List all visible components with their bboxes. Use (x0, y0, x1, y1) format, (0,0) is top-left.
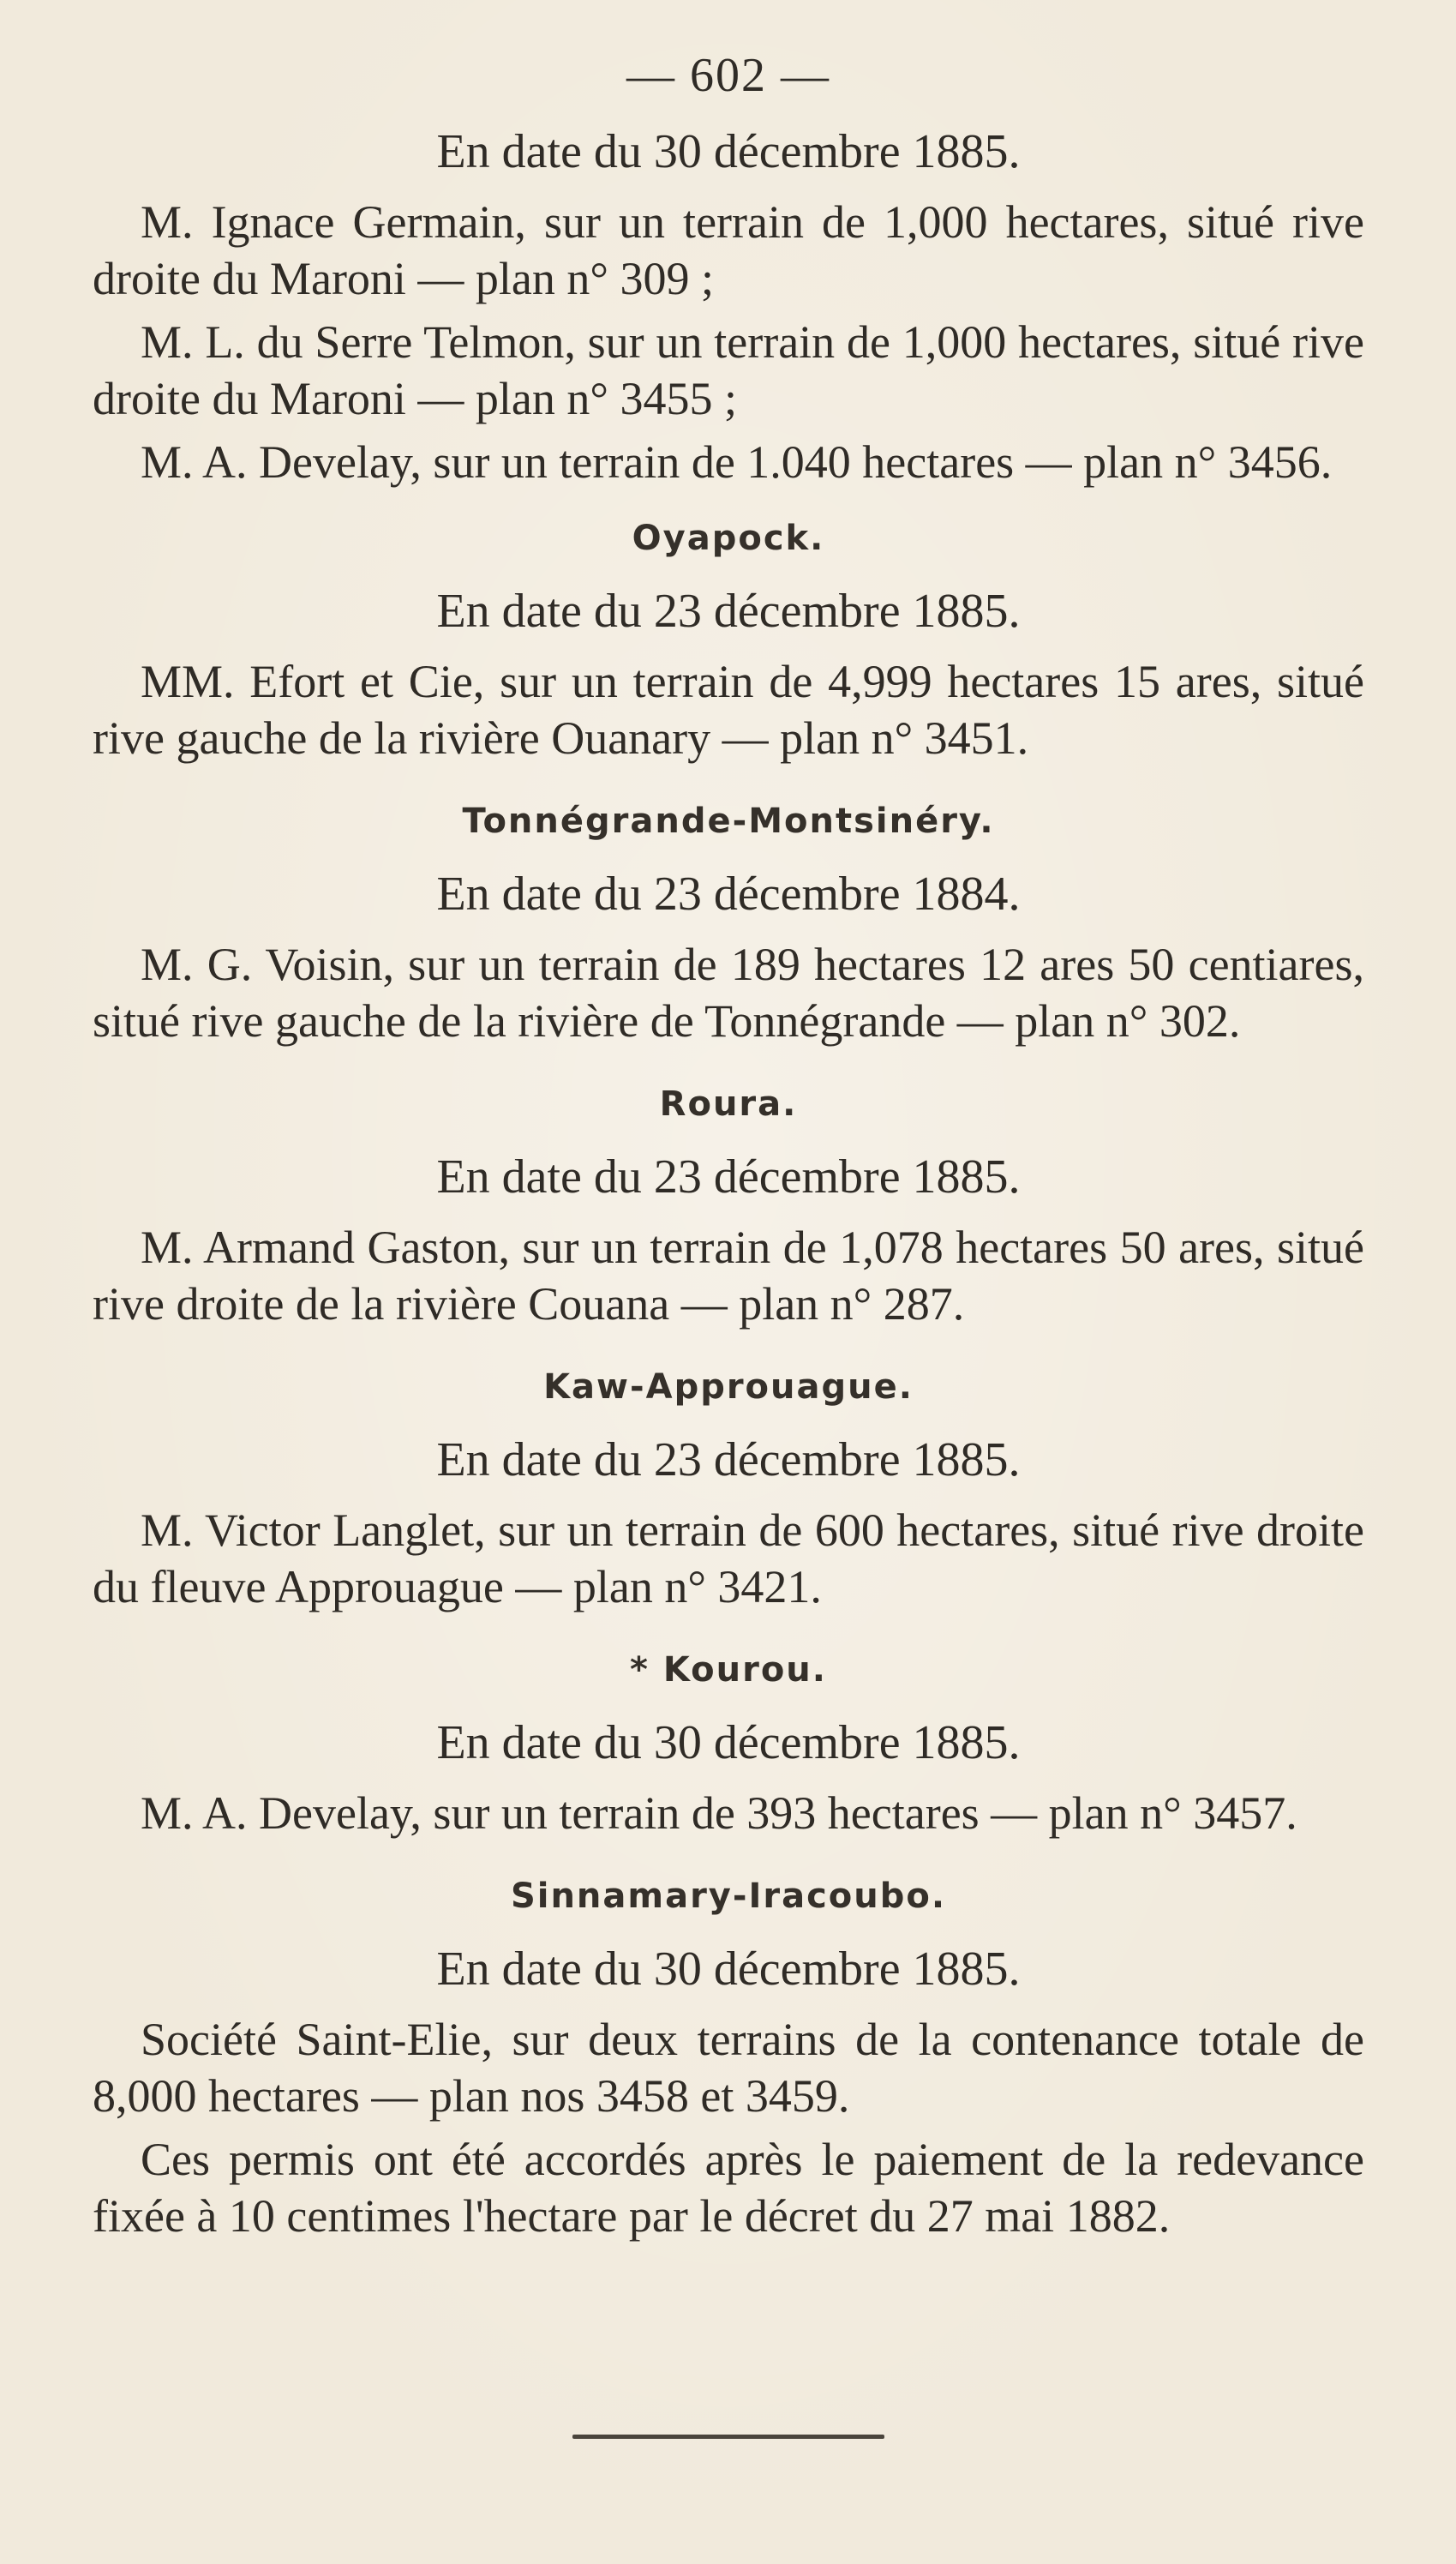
entry-paragraph: M. Ignace Germain, sur un terrain de 1,000 hectares, situé rive droite du Maroni — plan n° 309 ; (93, 196, 1364, 304)
page-content (93, 51, 1364, 2251)
section-title-sinnamary-iracoubo: Sinnamary-Iracoubo. (510, 1876, 947, 1916)
entry-paragraph: M. A. Develay, sur un terrain de 1.040 hectares — plan n° 3456. (141, 436, 1333, 488)
section-title-oyapock: Oyapock. (632, 519, 825, 558)
section-date: En date du 30 décembre 1885. (436, 1943, 1021, 1996)
entry-paragraph: MM. Efort et Cie, sur un terrain de 4,999 hectares 15 ares, situé rive gauche de la rivière Ouanary — plan n° 3451. (93, 656, 1364, 764)
page-number: — 602 — (626, 49, 830, 102)
closing-paragraph: Ces permis ont été accordés après le paiement de la redevance fixée à 10 centimes l'hectare par le décret du 27 mai 1882. (93, 2134, 1364, 2242)
section-date: En date du 23 décembre 1884. (436, 868, 1021, 921)
entry-paragraph: M. Victor Langlet, sur un terrain de 600 hectares, situé rive droite du fleuve Approuague — plan n° 3421. (93, 1504, 1364, 1612)
intro-date: En date du 30 décembre 1885. (436, 125, 1021, 178)
section-title-kourou: * Kourou. (630, 1650, 827, 1690)
section-title-kaw-approuague: Kaw-Approuague. (543, 1367, 914, 1407)
entry-paragraph: Société Saint-Elie, sur deux terrains de la contenance totale de 8,000 hectares — plan nos 3458 et 3459. (93, 2014, 1364, 2122)
entry-paragraph: M. L. du Serre Telmon, sur un terrain de 1,000 hectares, situé rive droite du Maroni — plan n° 3455 ; (93, 316, 1364, 424)
section-date: En date du 23 décembre 1885. (436, 1433, 1021, 1486)
entry-paragraph: M. Armand Gaston, sur un terrain de 1,078 hectares 50 ares, situé rive droite de la rivière Couana — plan n° 287. (93, 1222, 1364, 1330)
section-date: En date du 30 décembre 1885. (436, 1716, 1021, 1769)
section-title-tonnegrande-montsinery: Tonnégrande-Montsinéry. (462, 802, 995, 841)
section-date: En date du 23 décembre 1885. (436, 1150, 1021, 1204)
section-date: En date du 23 décembre 1885. (436, 585, 1021, 638)
section-title-roura: Roura. (659, 1084, 798, 1124)
closing-rule (572, 2435, 884, 2439)
entry-paragraph: M. G. Voisin, sur un terrain de 189 hectares 12 ares 50 centiares, situé rive gauche de la rivière de Tonnégrande — plan n° 302. (93, 939, 1364, 1047)
entry-paragraph: M. A. Develay, sur un terrain de 393 hectares — plan n° 3457. (141, 1787, 1297, 1839)
